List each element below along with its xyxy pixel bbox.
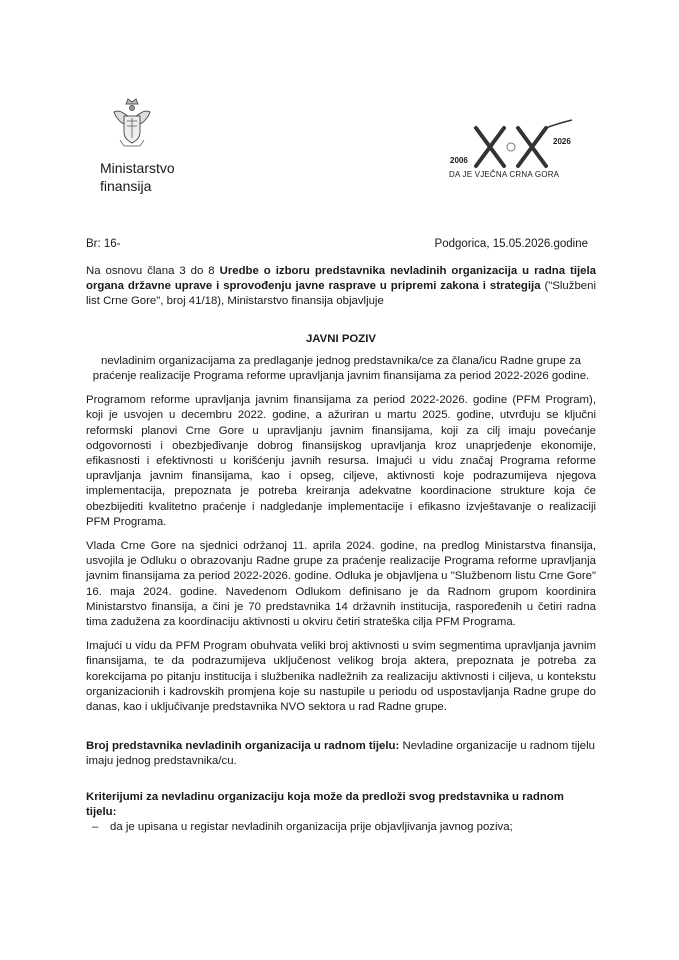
criteria-heading: [86, 790, 596, 820]
jubilee-tagline: DA JE VJEČNA CRNA GORA: [449, 170, 560, 179]
document-title: JAVNI POZIV: [305, 332, 377, 345]
representatives-text: Nevladine organizacije u radnom tijelu imaju jednog predstavnika/cu.: [86, 740, 595, 768]
list-item: [86, 820, 596, 835]
intro-prefix: Na osnovu člana 3 do 8: [86, 265, 220, 277]
dash-bullet-icon: –: [92, 821, 99, 834]
jubilee-year-start: 2006: [450, 156, 468, 165]
criteria-label: Kriterijumi za nevladinu organizaciju koja može da predloži svog predstavnika u radnom tijelu:: [86, 790, 564, 818]
ministry-name: [100, 159, 175, 195]
place-date: Podgorica, 15.05.2026.godine: [434, 238, 588, 250]
criteria-item-text: da je upisana u registar nevladinih organizacija prije objavljivanja javnog poziva;: [110, 821, 513, 834]
representatives-section: [86, 739, 596, 769]
jubilee-year-end: 2026: [553, 137, 571, 146]
body-paragraph-3: Imajući u vidu da PFM Program obuhvata veliki broj aktivnosti u svim segmentima upravljanja javnim finansijama, te da podrazumijeva uključenost velikog broja aktera, prepoznata je potreba za korekcijama po pitanju institucija i službenika nadležnih za realizaciju aktivnosti i ciljeva, u kontekstu organizacionih i kadrovskih promjena koje su nastupile u periodu od uspostavljanja Radne grupe do danas, kao i uključivanje predstavnika NVO sektora u rad Radne grupe.: [86, 640, 596, 714]
ministry-name-line1: Ministarstvo: [100, 160, 175, 176]
representatives-label: Broj predstavnika nevladinih organizacija u radnom tijelu:: [86, 740, 400, 753]
criteria-list: [86, 820, 596, 835]
intro-paragraph: [86, 264, 596, 310]
intro-suffix: ("Službeni list Crne Gore", broj 41/18), Ministarstvo finansija objavljuje: [86, 280, 596, 308]
regulation-title: Uredbe o izboru predstavnika nevladinih organizacija u radna tijela organa državne uprave i sprovođenju javne rasprave u pripremi zakona i strategija: [86, 265, 596, 293]
reference-number: Br: 16-: [86, 238, 121, 250]
body-paragraph-1: Programom reforme upravljanja javnim finansijama za period 2022-2026. godine (PFM Program), koji je usvojen u decembru 2022. godine, a ažuriran u martu 2025. godine, utvrđuju se ključni reformski planovi Crne Gore u upravljanju javnim finansijama, koji za cilj imaju povećanje odgovornosti i obezbjeđivanje dobrog finansijskog upravljanja kroz unaprjeđenje ekonomije, efikasnosti i efektivnosti u korišćenju javnih resursa. Imajući u vidu značaj Programa reforme upravljanja javnim finansijama, kao i opseg, ciljeve, aktivnosti koje podrazumijeva njegova implementacija, prepoznata je potreba kreiranja adekvatne koordinacione strukture koja će obezbijediti kvalitetno praćenje i nadgledanje implementacije i efikasno izvještavanje o realizaciji PFM Programa.: [86, 394, 596, 528]
ministry-name-line2: finansija: [100, 178, 152, 194]
coat-of-arms-icon: [110, 96, 154, 152]
body-paragraph-2: Vlada Crne Gore na sjednici održanoj 11. aprila 2024. godine, na predlog Ministarstva finansija, usvojila je Odluku o obrazovanju Radne grupe za praćenje realizacije Programa reforme upravljanja javnim finansijama za period 2022-2026. godine. Odluka je objavljena u "Službenom listu Crne Gore" 16. maja 2024. godine. Navedenom Odlukom definisano je da Radnom grupom koordinira Ministarstvo finansija, a čini je 70 predstavnika 14 državnih institucija, raspoređenih u četiri radna tima zadužena za koordinaciju aktivnosti u okviru četiri strateška cilja PFM Programa.: [86, 540, 596, 629]
document-subtitle: nevladinim organizacijama za predlaganje jednog predstavnika/ce za člana/icu Radne grupe za praćenje realizacije Programa reforme upravljanja javnim finansijama za period 2022-2026 godine.: [92, 354, 590, 383]
document-body: [86, 264, 596, 835]
